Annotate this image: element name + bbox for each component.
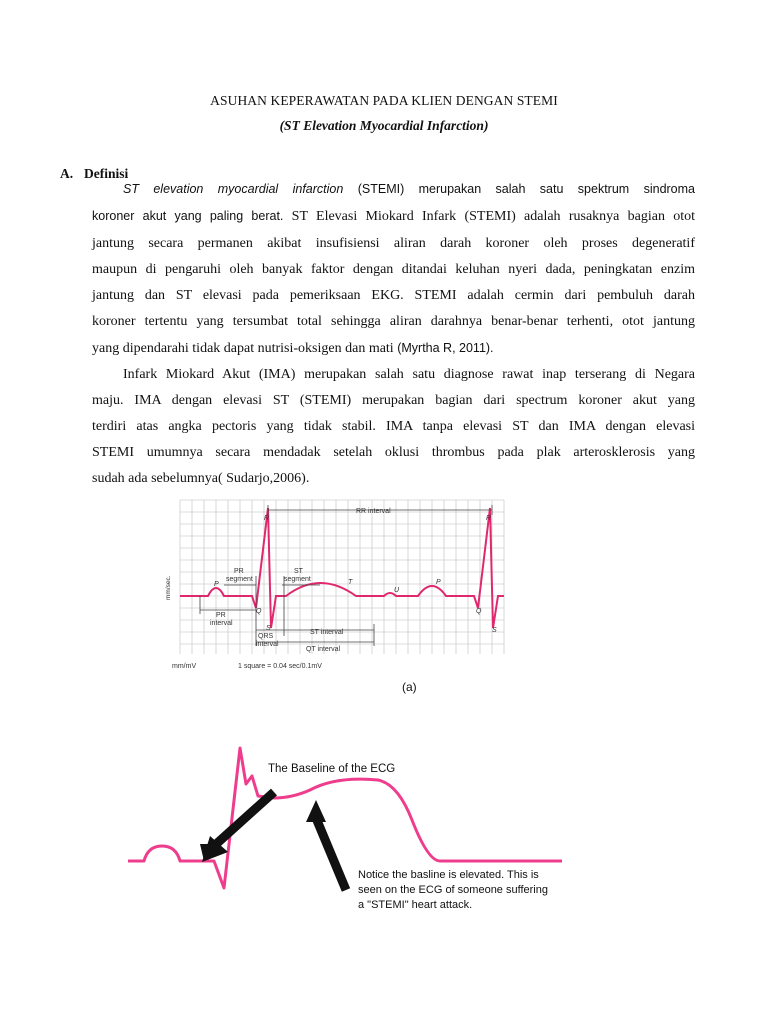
paragraph-1-line-1 (123, 182, 695, 198)
pr-interval-label: interval (210, 620, 233, 627)
paragraph-text: koroner akut yang paling berat. (92, 209, 284, 223)
stemi-term: ST elevation myocardial infarction (123, 182, 344, 196)
r-wave-label: R (264, 515, 270, 522)
scale-note: 1 square = 0.04 sec/0.1mV (238, 663, 322, 670)
s-wave-label: S (266, 625, 271, 632)
paragraph-1-line-7 (92, 341, 494, 357)
paragraph-text: (STEMI) merupakan salah satu spektrum sindroma (357, 182, 695, 196)
u-wave-label: U (394, 587, 400, 594)
p-wave-label: P (436, 579, 441, 586)
st-interval-label: ST interval (310, 629, 344, 636)
paragraph-2-line-1: Infark Miokard Akut (IMA) merupakan salah satu diagnose rawat inap terserang di Negara (123, 367, 695, 382)
elevation-note: Notice the basline is elevated. This is (358, 869, 539, 881)
rr-interval-label: RR interval (356, 508, 391, 515)
r-wave-label: R (486, 515, 492, 522)
qrs-interval-label: QRS (258, 633, 274, 640)
elevation-note: a "STEMI" heart attack. (358, 899, 473, 911)
qt-interval-label: QT interval (306, 646, 341, 653)
qrs-interval-label: interval (256, 641, 279, 648)
p-wave-label: P (214, 581, 219, 588)
ecg-waveform-figure (160, 496, 520, 674)
st-segment-label: segment (284, 576, 311, 583)
figure-a-caption: (a) (402, 680, 417, 694)
document-title: ASUHAN KEPERAWATAN PADA KLIEN DENGAN STEMI (210, 93, 558, 108)
s-wave-label: S (492, 627, 497, 634)
paragraph-1-line-5: jantung dan ST elevasi pada pemeriksaan EKG. STEMI adalah cermin dari pembuluh darah (92, 288, 695, 303)
pr-interval-label: PR (216, 612, 226, 619)
scale-unit: mm/mV (172, 663, 197, 670)
citation: (Myrtha R, 2011). (397, 341, 494, 355)
paragraph-1-line-4: maupun di pengaruhi oleh banyak faktor dengan ditandai keluhan nyeri dada, peningkatan enzim (92, 262, 695, 277)
paragraph-2-line-5: sudah ada sebelumnya( Sudarjo,2006). (92, 471, 310, 486)
q-wave-label: Q (476, 608, 482, 615)
t-wave-label: T (348, 579, 353, 586)
pr-segment-label: PR (234, 568, 244, 575)
stemi-ecg-figure (128, 740, 568, 922)
section-heading (60, 166, 128, 182)
section-number: A. (60, 166, 74, 181)
paragraph-text: yang dipendarahi tidak dapat nutrisi-oksigen dan mati (92, 341, 398, 356)
paragraph-1-line-3: jantung secara permanen akibat insufisiensi aliran darah koroner oleh proses degeneratif (92, 236, 695, 251)
elevation-note: seen on the ECG of someone suffering (358, 884, 548, 896)
st-segment-label: ST (294, 568, 303, 575)
paragraph-2-line-3: terdiri atas angka pectoris yang tidak stabil. IMA tanpa elevasi ST dan IMA dengan elevasi (92, 419, 695, 434)
paragraph-2-line-4: STEMI umumnya secara mendadak setelah oklusi thrombus pada plak arterosklerosis yang (92, 445, 695, 460)
q-wave-label: Q (256, 608, 262, 615)
baseline-label: The Baseline of the ECG (268, 763, 396, 775)
paragraph-1-line-6: koroner tertentu yang tersumbat total sehingga aliran darahnya benar-benar terhenti, otot jantung (92, 314, 695, 329)
section-title: Definisi (84, 166, 129, 181)
document-subtitle: (ST Elevation Myocardial Infarction) (279, 118, 489, 133)
paragraph-2-line-2: maju. IMA dengan elevasi ST (STEMI) merupakan bagian dari spectrum koroner akut yang (92, 393, 695, 408)
paragraph-1-line-2 (92, 209, 695, 225)
paragraph-text: ST Elevasi Miokard Infark (STEMI) adalah rusaknya bagian otot (283, 209, 695, 224)
y-axis-label: mm/sec. (165, 575, 172, 600)
pr-segment-label: segment (226, 576, 253, 583)
